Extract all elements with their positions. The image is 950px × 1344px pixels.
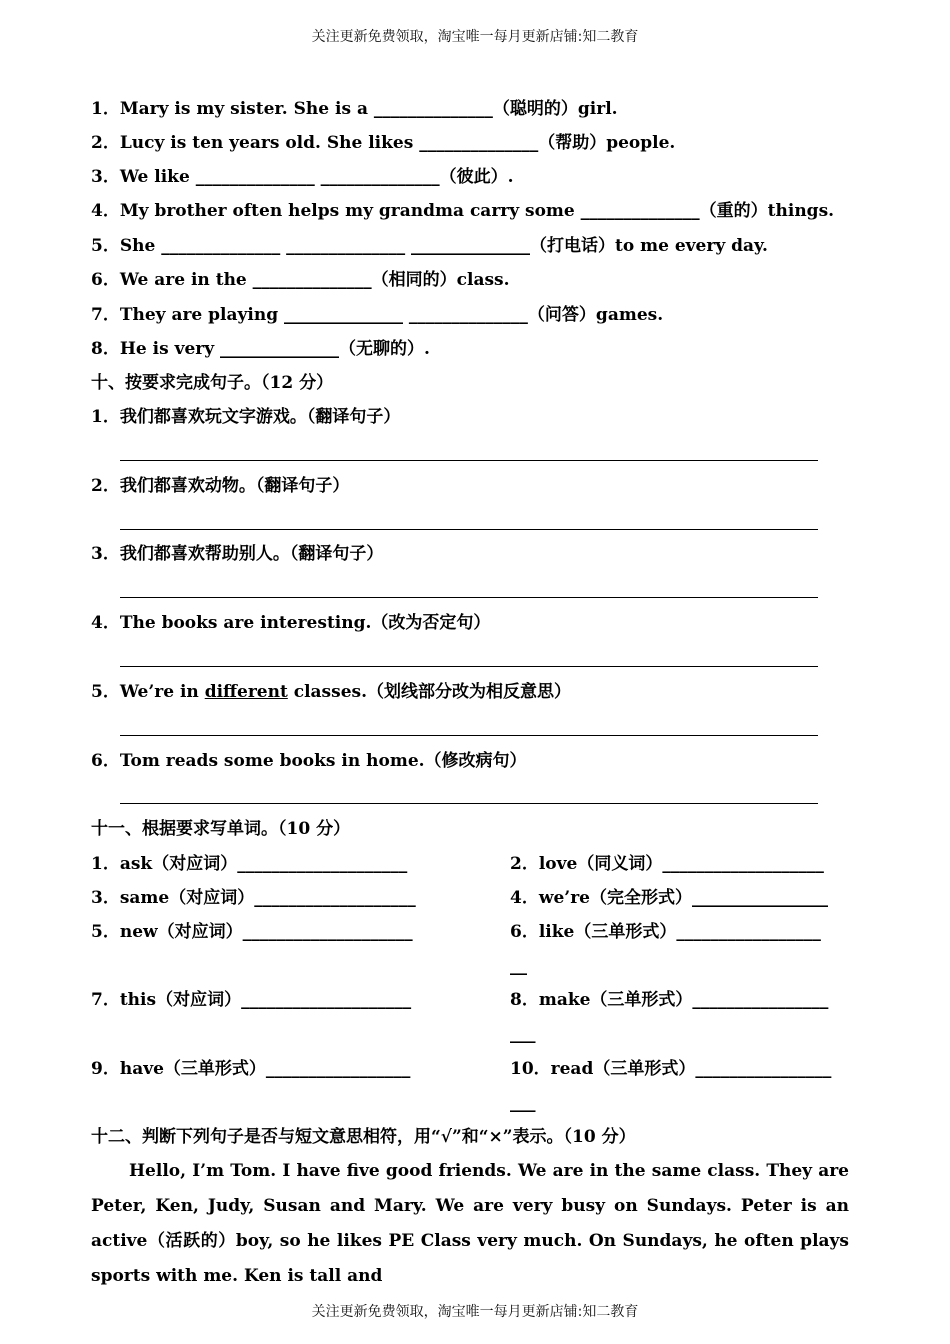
- sentence-question-5: [91, 681, 571, 703]
- fill-question-4: 4．My brother often helps my grandma carry some ______________（重的）things.: [91, 201, 835, 221]
- fill-question-3: 3．We like ______________ ______________（彼此）.: [91, 167, 514, 187]
- word-question-6: 6．like（三单形式）_________________: [510, 922, 821, 942]
- answer-line-6[interactable]: [120, 803, 818, 804]
- sentence-question-3: 3．我们都喜欢帮助别人。（翻译句子）: [91, 544, 384, 564]
- answer-line-3[interactable]: [120, 597, 818, 598]
- word-question-5: 5．new（对应词）____________________: [91, 922, 413, 942]
- answer-line-4[interactable]: [120, 666, 818, 667]
- word-question-2: 2．love（同义词）___________________: [510, 854, 824, 874]
- sentence-question-4: 4．The books are interesting.（改为否定句）: [91, 613, 491, 633]
- fill-question-1: 1．Mary is my sister. She is a ______________（聪明的）girl.: [91, 99, 618, 119]
- word-question-10: 10．read（三单形式）________________: [510, 1059, 832, 1079]
- word-question-7: 7．this（对应词）____________________: [91, 990, 412, 1010]
- fill-question-2: 2．Lucy is ten years old. She likes ______________（帮助）people.: [91, 133, 676, 153]
- q5-prefix: 5．We’re in: [91, 682, 205, 702]
- word-question-4: 4．we’re（完全形式）________________: [510, 888, 828, 908]
- section-11-title: 十一、根据要求写单词。（10 分）: [91, 819, 351, 839]
- fill-question-8: 8．He is very ______________（无聊的）.: [91, 339, 430, 359]
- fill-question-5: 5．She ______________ ______________ ______________（打电话）to me every day.: [91, 236, 768, 256]
- page-footer: 关注更新免费领取，淘宝唯一每月更新店铺:知二教育: [311, 1304, 639, 1320]
- answer-line-5[interactable]: [120, 735, 818, 736]
- word-question-3: 3．same（对应词）___________________: [91, 888, 416, 908]
- word-question-6-wrap: __: [510, 956, 527, 976]
- fill-question-6: 6．We are in the ______________（相同的）class.: [91, 270, 510, 290]
- sentence-question-6: 6．Tom reads some books in home.（修改病句）: [91, 751, 527, 771]
- word-question-9: 9．have（三单形式）_________________: [91, 1059, 411, 1079]
- word-question-10-wrap: ___: [510, 1093, 536, 1113]
- answer-line-1[interactable]: [120, 460, 818, 461]
- q5-underlined-word: different: [204, 682, 288, 702]
- q5-suffix: classes.（划线部分改为相反意思）: [287, 682, 572, 702]
- word-question-8: 8．make（三单形式）________________: [510, 990, 829, 1010]
- word-question-8-wrap: ___: [510, 1024, 536, 1044]
- word-question-1: 1．ask（对应词）____________________: [91, 854, 408, 874]
- page-header: 关注更新免费领取，淘宝唯一每月更新店铺:知二教育: [311, 29, 639, 45]
- fill-question-7: 7．They are playing ______________ ______________（问答）games.: [91, 305, 664, 325]
- answer-line-2[interactable]: [120, 529, 818, 530]
- section-10-title: 十、按要求完成句子。（12 分）: [91, 373, 334, 393]
- section-12-title: 十二、判断下列句子是否与短文意思相符，用“√”和“×”表示。（10 分）: [91, 1127, 636, 1147]
- sentence-question-2: 2．我们都喜欢动物。（翻译句子）: [91, 476, 350, 496]
- reading-passage: Hello, I’m Tom. I have five good friends. We are in the same class. They are Peter, Ken, Judy, Susan and Mary. We are very busy on Sundays. Peter is an active（活跃的）boy, so he likes PE Class very much. On Sundays, he often plays sports with me. Ken is tall and: [91, 1161, 849, 1286]
- sentence-question-1: 1．我们都喜欢玩文字游戏。（翻译句子）: [91, 407, 401, 427]
